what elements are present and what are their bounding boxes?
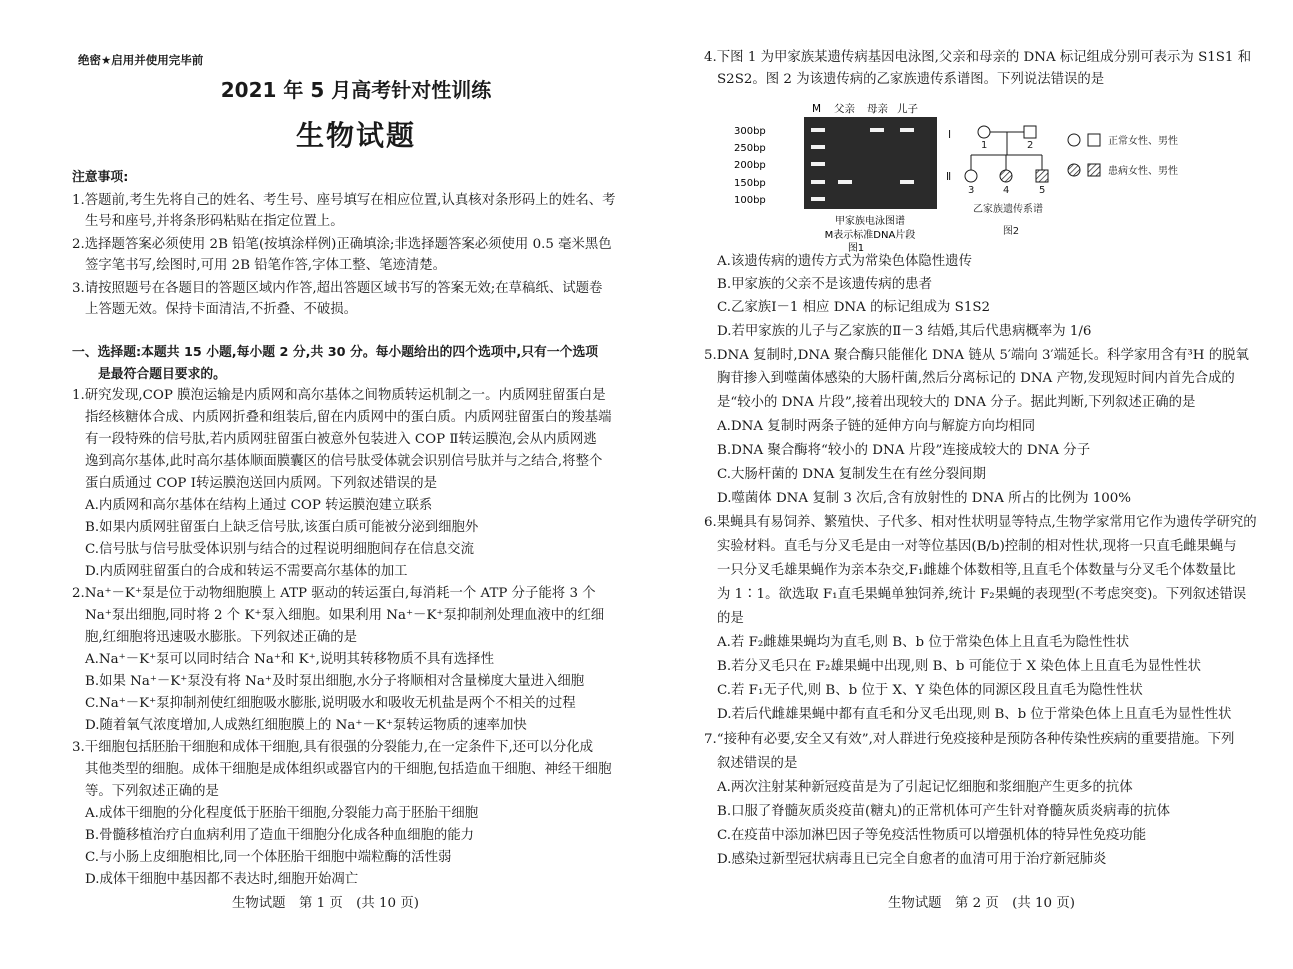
- individual-label-2: 2: [1027, 140, 1034, 151]
- right-text-line: 5.DNA 复制时,DNA 聚合酶只能催化 DNA 链从 5′端向 3′端延长。科学家用含有³H 的脱氧: [704, 348, 1249, 363]
- pedigree-ii5-affected-male: [1036, 170, 1048, 182]
- left-text-line: 蛋白质通过 COP Ⅰ转运膜泡送回内质网。下列叙述错误的是: [85, 476, 438, 491]
- right-text-line: A.若 F₂雌雄果蝇均为直毛,则 B、b 位于常染色体上且直毛为隐性性状: [717, 635, 1130, 650]
- right-text-line: B.若分叉毛只在 F₂雄果蝇中出现,则 B、b 可能位于 X 染色体上且直毛为显性性状: [717, 659, 1201, 674]
- right-text-line: D.感染过新型冠状病毒且已完全自愈者的血清可用于治疗新冠肺炎: [717, 852, 1107, 867]
- left-text-line: D.随着氧气浓度增加,人成熟红细胞膜上的 Na⁺－K⁺泵转运物质的速率加快: [85, 718, 527, 733]
- right-text-line: A.该遗传病的遗传方式为常染色体隐性遗传: [717, 254, 972, 269]
- left-text-line: C.Na⁺－K⁺泵抑制剂使红细胞吸水膨胀,说明吸水和吸收无机盐是两个不相关的过程: [85, 696, 576, 711]
- right-text-line: 一只分叉毛雄果蝇作为亲本杂交,F₁雌雄个体数相等,且直毛个体数量与分叉毛个体数量比: [717, 563, 1236, 578]
- right-text-line: 7.“接种有必要,安全又有效”,对人群进行免疫接种是预防各种传染性疾病的重要措施。下列: [704, 732, 1235, 747]
- pedigree-figure: [946, 126, 1178, 237]
- right-text-line: B.甲家族的父亲不是该遗传病的患者: [717, 277, 932, 292]
- legend-affected-female: [1068, 164, 1080, 176]
- left-text-line: D.内质网驻留蛋白的合成和转运不需要高尔基体的加工: [85, 564, 408, 579]
- right-text-line: C.大肠杆菌的 DNA 复制发生在有丝分裂间期: [717, 467, 986, 482]
- left-text-line: 上答题无效。保持卡面清洁,不折叠、不破损。: [85, 302, 358, 317]
- generation-label-1: Ⅰ: [948, 129, 952, 141]
- individual-label-1: 1: [981, 140, 988, 151]
- figure1-caption: 甲家族电泳图谱: [835, 216, 905, 227]
- left-text-line: 2.选择题答案必须使用 2B 铅笔(按填涂样例)正确填涂;非选择题答案必须使用 0.5 毫米黑色: [72, 237, 612, 252]
- left-text-line: D.成体干细胞中基因都不表达时,细胞开始凋亡: [85, 872, 359, 887]
- band-son-150: [900, 180, 914, 184]
- left-text-line: Na⁺泵出细胞,同时将 2 个 K⁺泵入细胞。如果利用 Na⁺－K⁺泵抑制剂处理血液中的红细: [85, 608, 605, 623]
- right-text-line: C.乙家族Ⅰ－1 相应 DNA 的标记组成为 S1S2: [717, 300, 991, 315]
- right-text-line: C.若 F₁无子代,则 B、b 位于 X、Y 染色体的同源区段且直毛为隐性性状: [717, 683, 1143, 698]
- right-text-line: B.口服了脊髓灰质炎疫苗(糖丸)的正常机体可产生针对脊髓灰质炎病毒的抗体: [717, 804, 1171, 819]
- size-label-150: 150bp: [734, 178, 766, 189]
- left-text-line: 3.干细胞包括胚胎干细胞和成体干细胞,具有很强的分裂能力,在一定条件下,还可以分化成: [72, 740, 593, 755]
- size-label-250: 250bp: [734, 143, 766, 154]
- size-label-200: 200bp: [734, 160, 766, 171]
- pedigree-ii3-female: [965, 170, 977, 182]
- pedigree-i1-female: [978, 126, 990, 138]
- left-text-line: 等。下列叙述正确的是: [85, 784, 219, 799]
- left-text-line: A.内质网和高尔基体在结构上通过 COP 转运膜泡建立联系: [85, 498, 433, 513]
- left-text-line: 胞,红细胞将迅速吸水膨胀。下列叙述正确的是: [85, 630, 358, 645]
- question4-figures: [730, 100, 1250, 260]
- left-text-line: 注意事项:: [72, 170, 129, 185]
- electrophoresis-figure: [734, 102, 937, 254]
- pedigree-i2-male: [1024, 126, 1036, 138]
- legend-affected-male: [1088, 164, 1100, 176]
- left-text-line: 1.研究发现,COP 膜泡运输是内质网和高尔基体之间物质转运机制之一。内质网驻留蛋白是: [72, 388, 606, 403]
- left-text-line: 签字笔书写,绘图时,可用 2B 铅笔作答,字体工整、笔迹清楚。: [85, 258, 447, 273]
- band-father-150: [838, 180, 852, 184]
- left-text-line: 其他类型的细胞。成体干细胞是成体组织或器官内的干细胞,包括造血干细胞、神经干细胞: [85, 762, 612, 777]
- left-text-line: 2.Na⁺－K⁺泵是位于动物细胞膜上 ATP 驱动的转运蛋白,每消耗一个 ATP 分子能将 3 个: [72, 586, 596, 601]
- left-text-line: 一、选择题:本题共 15 小题,每小题 2 分,共 30 分。每小题给出的四个选项中,只有一个选项: [72, 345, 599, 360]
- left-text-line: 1.答题前,考生先将自己的姓名、考生号、座号填写在相应位置,认真核对条形码上的姓名、考: [72, 193, 616, 208]
- subject-title: 生物试题: [295, 119, 416, 152]
- figure1-note: M表示标准DNA片段: [824, 230, 916, 241]
- legend-normal-female: [1068, 134, 1080, 146]
- lane-label-m: M: [812, 103, 822, 115]
- band-son-300: [900, 128, 914, 132]
- right-text-line: 叙述错误的是: [717, 756, 798, 771]
- exam-title: 2021 年 5 月高考针对性训练: [220, 78, 492, 102]
- band-m-150: [811, 180, 825, 184]
- right-text-line: B.DNA 聚合酶将“较小的 DNA 片段”连接成较大的 DNA 分子: [717, 443, 1091, 458]
- legend-normal-male: [1088, 134, 1100, 146]
- right-text-line: D.若甲家族的儿子与乙家族的Ⅱ－3 结婚,其后代患病概率为 1/6: [717, 324, 1092, 339]
- band-mother-300: [870, 128, 884, 132]
- right-text-line: 胸苷掺入到噬菌体感染的大肠杆菌,然后分离标记的 DNA 产物,发现短时间内首先合成的: [717, 371, 1235, 386]
- right-text-line: D.噬菌体 DNA 复制 3 次后,含有放射性的 DNA 所占的比例为 100%: [717, 491, 1132, 506]
- left-text-line: 有一段特殊的信号肽,若内质网驻留蛋白被意外包装进入 COP Ⅱ转运膜泡,会从内质网逃: [85, 432, 597, 447]
- individual-label-5: 5: [1039, 185, 1046, 196]
- right-text-line: 为 1∶1。欲选取 F₁直毛果蝇单独饲养,统计 F₂果蝇的表现型(不考虑突变)。下列叙述错误: [717, 587, 1247, 602]
- left-text-line: A.Na⁺－K⁺泵可以同时结合 Na⁺和 K⁺,说明其转移物质不具有选择性: [85, 652, 494, 667]
- lane-label-father: 父亲: [834, 103, 855, 115]
- band-m-300: [811, 128, 825, 132]
- right-text-line: 6.果蝇具有易饲养、繁殖快、子代多、相对性状明显等特点,生物学家常用它作为遗传学研究的: [704, 515, 1257, 530]
- left-text-line: C.信号肽与信号肽受体识别与结合的过程说明细胞间存在信息交流: [85, 542, 474, 557]
- band-m-100: [811, 197, 825, 201]
- legend-normal-label: 正常女性、男性: [1108, 136, 1178, 147]
- footer-page-2: 生物试题 第 2 页 (共 10 页): [888, 896, 1075, 911]
- left-text-line: B.骨髓移植治疗白血病利用了造血干细胞分化成各种血细胞的能力: [85, 828, 475, 843]
- lane-label-mother: 母亲: [867, 103, 888, 115]
- left-text-line: A.成体干细胞的分化程度低于胚胎干细胞,分裂能力高于胚胎干细胞: [85, 806, 479, 821]
- footer-page-1: 生物试题 第 1 页 (共 10 页): [232, 896, 419, 911]
- figure2-label: 图2: [1002, 226, 1020, 237]
- right-text-line: D.若后代雌雄果蝇中都有直毛和分叉毛出现,则 B、b 位于常染色体上且直毛为显性性状: [717, 707, 1232, 722]
- right-text-line: C.在疫苗中添加淋巴因子等免疫活性物质可以增强机体的特异性免疫功能: [717, 828, 1147, 843]
- left-text-line: B.如果 Na⁺－K⁺泵没有将 Na⁺及时泵出细胞,水分子将顺相对含量梯度大量进入细胞: [85, 674, 585, 689]
- right-text-line: A.两次注射某种新冠疫苗是为了引起记忆细胞和浆细胞产生更多的抗体: [717, 780, 1133, 795]
- band-m-200: [811, 162, 825, 166]
- individual-label-4: 4: [1003, 185, 1010, 196]
- left-text-line: 3.请按照题号在各题目的答题区域内作答,超出答题区域书写的答案无效;在草稿纸、试题卷: [72, 281, 603, 296]
- left-text-line: C.与小肠上皮细胞相比,同一个体胚胎干细胞中端粒酶的活性弱: [85, 850, 452, 865]
- right-text-line: 4.下图 1 为甲家族某遗传病基因电泳图,父亲和母亲的 DNA 标记组成分别可表示为 S1S1 和: [704, 50, 1252, 65]
- size-label-300: 300bp: [734, 126, 766, 137]
- right-text-line: A.DNA 复制时两条子链的延伸方向与解旋方向均相同: [717, 419, 1036, 434]
- left-text-line: 是最符合题目要求的。: [98, 367, 226, 382]
- figure2-caption: 乙家族遗传系谱: [973, 204, 1043, 215]
- pedigree-ii4-affected-female: [1000, 170, 1012, 182]
- right-text-line: 是“较小的 DNA 片段”,接着出现较大的 DNA 分子。据此判断,下列叙述正确的是: [717, 395, 1196, 410]
- secret-label: 绝密★启用并使用完毕前: [78, 53, 204, 67]
- lane-label-son: 儿子: [897, 103, 918, 115]
- size-label-100: 100bp: [734, 195, 766, 206]
- figure1-label: 图1: [847, 243, 865, 254]
- generation-label-2: Ⅱ: [946, 171, 952, 183]
- individual-label-3: 3: [968, 185, 975, 196]
- right-text-line: S2S2。图 2 为该遗传病的乙家族遗传系谱图。下列说法错误的是: [717, 72, 1105, 87]
- right-text-line: 的是: [717, 611, 744, 626]
- left-text-line: 指经核糖体合成、内质网折叠和组装后,留在内质网中的蛋白质。内质网驻留蛋白的羧基端: [85, 410, 612, 425]
- left-text-line: B.如果内质网驻留蛋白上缺乏信号肽,该蛋白质可能被分泌到细胞外: [85, 520, 479, 535]
- legend-affected-label: 患病女性、男性: [1108, 166, 1178, 177]
- left-text-line: 生号和座号,并将条形码粘贴在指定位置上。: [85, 214, 344, 229]
- band-m-250: [811, 145, 825, 149]
- left-text-line: 逸到高尔基体,此时高尔基体顺面膜囊区的信号肽受体就会识别信号肽并与之结合,将整个: [85, 454, 603, 469]
- right-text-line: 实验材料。直毛与分叉毛是由一对等位基因(B/b)控制的相对性状,现将一只直毛雌果蝇与: [717, 539, 1237, 554]
